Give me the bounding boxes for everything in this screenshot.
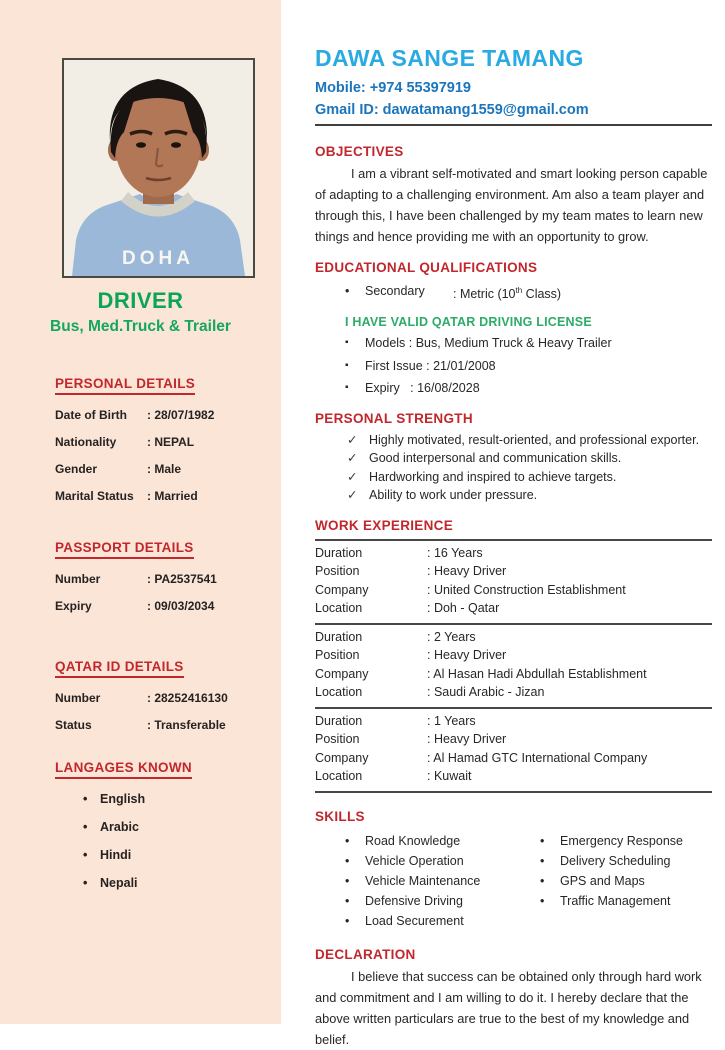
detail-row [55, 408, 259, 422]
experience-row [315, 628, 712, 647]
experience-value: : Kuwait [427, 769, 472, 784]
bullet-icon: • [540, 853, 545, 868]
work-experience-heading: WORK EXPERIENCE [315, 517, 454, 533]
bullet-icon: • [83, 792, 88, 806]
skill-text: Emergency Response [560, 833, 683, 848]
skills-column-right [540, 831, 712, 931]
language-item [55, 848, 259, 863]
passport-details-heading: PASSPORT DETAILS [55, 540, 194, 559]
work-experience-block [315, 541, 712, 625]
language-label: Hindi [100, 848, 132, 862]
role-block [0, 288, 281, 338]
experience-value: : Saudi Arabic - Jizan [427, 685, 545, 700]
strength-text: Good interpersonal and communication skills. [369, 451, 622, 466]
experience-row [315, 730, 712, 749]
skill-text: Delivery Scheduling [560, 853, 671, 868]
check-icon: ✓ [347, 432, 358, 447]
experience-label: Duration [315, 629, 363, 644]
experience-value: : United Construction Establishment [427, 582, 626, 597]
bullet-icon: • [83, 820, 88, 834]
languages-section [55, 759, 259, 891]
qatar-id-heading: QATAR ID DETAILS [55, 659, 184, 678]
skill-item [315, 831, 540, 851]
skill-item [540, 871, 712, 891]
experience-label: Location [315, 685, 363, 700]
bullet-square-icon: ▪ [345, 337, 349, 349]
experience-row [315, 749, 712, 768]
detail-label: Status [55, 718, 92, 732]
experience-row [315, 712, 712, 731]
photo-frame [62, 58, 255, 278]
experience-value: : 16 Years [427, 545, 483, 560]
experience-row [315, 562, 712, 581]
detail-value: : 28252416130 [147, 691, 228, 705]
detail-row [55, 691, 259, 705]
bullet-square-icon: ▪ [345, 382, 349, 394]
experience-value: : Doh - Qatar [427, 601, 500, 616]
experience-row [315, 599, 712, 618]
gmail-line: Gmail ID: dawatamang1559@gmail.com [315, 102, 589, 118]
experience-label: Duration [315, 713, 363, 728]
sidebar-sections [55, 375, 259, 891]
bullet-icon: • [83, 848, 88, 862]
qatar-id-section [55, 658, 259, 732]
detail-row [55, 489, 259, 503]
education-value-post: Class) [522, 287, 562, 302]
experience-row [315, 646, 712, 665]
skills-heading: SKILLS [315, 808, 365, 824]
education-value-pre: : Metric (10 [453, 287, 516, 302]
education-value-sup: th [515, 286, 523, 295]
languages-heading: LANGAGES KNOWN [55, 760, 192, 779]
bullet-icon: • [83, 876, 88, 890]
skill-item [315, 911, 540, 931]
license-heading: I HAVE VALID QATAR DRIVING LICENSE [345, 315, 592, 330]
experience-value: : 1 Years [427, 713, 476, 728]
experience-label: Company [315, 666, 369, 681]
bullet-square-icon: ▪ [345, 359, 349, 371]
detail-value: : PA2537541 [147, 572, 217, 586]
experience-value: : Heavy Driver [427, 648, 507, 663]
detail-value: : NEPAL [147, 435, 195, 449]
check-icon: ✓ [347, 469, 358, 484]
work-experience-block [315, 625, 712, 709]
passport-details-section [55, 539, 259, 613]
detail-row [55, 462, 259, 476]
experience-label: Company [315, 582, 369, 597]
experience-label: Duration [315, 545, 363, 560]
strength-item [315, 431, 712, 450]
experience-row [315, 665, 712, 684]
strength-text: Ability to work under pressure. [369, 488, 538, 503]
skills-column-left [315, 831, 540, 931]
detail-label: Expiry [55, 599, 92, 613]
experience-value: : Heavy Driver [427, 564, 507, 579]
role-subtitle: Bus, Med.Truck & Trailer [50, 318, 231, 335]
detail-label: Number [55, 691, 101, 705]
license-item [315, 334, 712, 353]
experience-row [315, 581, 712, 600]
strength-item [315, 486, 712, 505]
strength-item [315, 468, 712, 487]
detail-row [55, 599, 259, 613]
skill-item [315, 891, 540, 911]
license-item-text: Models : Bus, Medium Truck & Heavy Trailer [365, 336, 612, 351]
shirt-text: DOHA [122, 248, 194, 269]
strength-text: Highly motivated, result-oriented, and professional exporter. [369, 432, 700, 447]
license-item-text: Expiry : 16/08/2028 [365, 381, 480, 396]
main-column [315, 0, 712, 1050]
skills-columns [315, 831, 712, 931]
experience-value: : Heavy Driver [427, 732, 507, 747]
license-item [315, 379, 712, 398]
detail-value: : 28/07/1982 [147, 408, 215, 422]
objectives-heading: OBJECTIVES [315, 144, 404, 159]
check-icon: ✓ [347, 451, 358, 466]
personal-details-heading: PERSONAL DETAILS [55, 376, 195, 395]
bullet-icon: • [345, 853, 350, 868]
education-item [315, 282, 712, 303]
education-value [453, 282, 561, 303]
skill-item [540, 851, 712, 871]
candidate-name: DAWA SANGE TAMANG [315, 45, 584, 71]
detail-row [55, 435, 259, 449]
check-icon: ✓ [347, 488, 358, 503]
experience-row [315, 767, 712, 786]
objectives-text: I am a vibrant self-motivated and smart looking person capable of adapting to a challenging environment. Am also a team player and through this, I have been challenged by my team mates to learn new things and hence providing me with an opportunity to grow. [315, 166, 708, 244]
declaration-text: I believe that success can be obtained only through hard work and commitment and I am willing to do it. I hereby declare that the above written particulars are true to the best of my knowledge and belief. [315, 968, 702, 1047]
skill-text: Defensive Driving [365, 893, 463, 908]
work-experience-block [315, 709, 712, 793]
detail-label: Date of Birth [55, 408, 127, 422]
experience-row [315, 683, 712, 702]
bullet-icon: • [540, 833, 545, 848]
skill-text: Road Knowledge [365, 833, 461, 848]
skill-text: Load Securement [365, 913, 464, 928]
detail-label: Nationality [55, 435, 117, 449]
bullet-icon: • [345, 833, 350, 848]
language-label: Nepali [100, 876, 138, 890]
language-label: Arabic [100, 820, 139, 834]
education-level: Secondary [365, 284, 425, 298]
language-item [55, 876, 259, 891]
bullet-icon: • [345, 893, 350, 908]
experience-label: Position [315, 564, 360, 579]
detail-value: : Married [147, 489, 198, 503]
experience-label: Location [315, 601, 363, 616]
strength-item [315, 449, 712, 468]
experience-label: Location [315, 769, 363, 784]
skill-item [315, 871, 540, 891]
detail-value: : 09/03/2034 [147, 599, 215, 613]
education-heading: EDUCATIONAL QUALIFICATIONS [315, 260, 538, 275]
language-item [55, 820, 259, 835]
mobile-line: Mobile: +974 55397919 [315, 80, 471, 96]
skill-text: Vehicle Operation [365, 853, 464, 868]
skill-text: GPS and Maps [560, 873, 645, 888]
detail-value: : Transferable [147, 718, 226, 732]
bullet-icon: • [345, 873, 350, 888]
bullet-icon: • [540, 893, 545, 908]
bullet-icon: • [345, 284, 350, 298]
detail-label: Gender [55, 462, 98, 476]
skill-item [540, 891, 712, 911]
sidebar [0, 0, 281, 1024]
portrait-photo [64, 60, 253, 276]
experience-label: Company [315, 750, 369, 765]
personal-strength-heading: PERSONAL STRENGTH [315, 410, 473, 426]
detail-row [55, 718, 259, 732]
work-experience-table [315, 539, 712, 793]
experience-value: : Al Hamad GTC International Company [427, 750, 648, 765]
detail-label: Marital Status [55, 489, 134, 503]
experience-value: : 2 Years [427, 629, 476, 644]
language-item [55, 792, 259, 807]
detail-value: : Male [147, 462, 182, 476]
skill-text: Traffic Management [560, 893, 671, 908]
strength-text: Hardworking and inspired to achieve targets. [369, 469, 617, 484]
experience-value: : Al Hasan Hadi Abdullah Establishment [427, 666, 647, 681]
bullet-icon: • [540, 873, 545, 888]
license-item-text: First Issue : 21/01/2008 [365, 358, 496, 373]
detail-row [55, 572, 259, 586]
personal-details-section [55, 375, 259, 503]
declaration-heading: DECLARATION [315, 946, 416, 962]
license-item [315, 357, 712, 376]
detail-label: Number [55, 572, 101, 586]
experience-label: Position [315, 732, 360, 747]
skill-item [315, 851, 540, 871]
language-label: English [100, 792, 146, 806]
role-title: DRIVER [97, 288, 184, 313]
header-divider [315, 124, 712, 126]
skill-text: Vehicle Maintenance [365, 873, 481, 888]
skill-item [540, 831, 712, 851]
strength-list [315, 431, 712, 505]
experience-row [315, 544, 712, 563]
experience-label: Position [315, 648, 360, 663]
bullet-icon: • [345, 913, 350, 928]
